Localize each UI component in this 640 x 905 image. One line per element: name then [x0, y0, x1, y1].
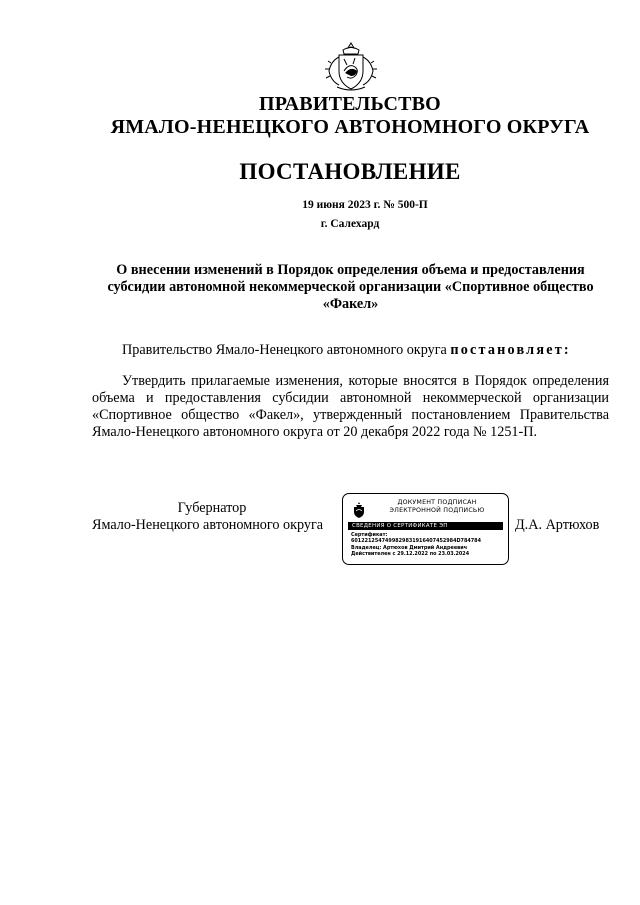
government-name-line2: ЯМАЛО-НЕНЕЦКОГО АВТОНОМНОГО ОКРУГА — [110, 116, 590, 138]
stamp-certificate-bar: СВЕДЕНИЯ О СЕРТИФИКАТЕ ЭП — [348, 522, 503, 530]
date-and-number: 19 июня 2023 г. № 500-П — [302, 199, 428, 211]
stamp-cert-number: 6012212547499829831916407452984D784784 — [351, 538, 481, 545]
decree-statement — [92, 342, 609, 359]
stamp-title-line2: ЭЛЕКТРОННОЙ ПОДПИСЬЮ — [389, 507, 485, 515]
stamp-certificate-info — [351, 532, 506, 558]
decree-verb: постановляет: — [450, 342, 571, 358]
stamp-cert-label: Сертификат: — [351, 532, 388, 538]
coat-of-arms-icon — [323, 41, 379, 93]
electronic-signature-stamp — [342, 493, 509, 565]
government-name-line1: ПРАВИТЕЛЬСТВО — [259, 93, 441, 115]
body-paragraph: Утвердить прилагаемые изменения, которые вносятся в Порядок определения объема и предоставления субсидии автономной некоммерческой организации «Спортивное общество «Факел», утвержденный постановлением Правительства Ямало-Ненецкого автономного округа от 20 декабря 2022 года № 1251-П. — [92, 373, 609, 440]
city: г. Салехард — [320, 218, 380, 230]
document-subject: О внесении изменений в Порядок определения объема и предоставления субсидии автономной некоммерческой организации «Спортивное общество «Факел» — [107, 262, 594, 312]
coat-of-arms-icon — [350, 501, 368, 519]
stamp-title — [371, 499, 503, 516]
stamp-title-line1: ДОКУМЕНТ ПОДПИСАН — [397, 499, 477, 506]
document-type: ПОСТАНОВЛЕНИЕ — [239, 159, 461, 184]
signatory-name: Д.А. Артюхов — [515, 517, 600, 533]
stamp-validity: Действителен с 29.12.2022 по 23.03.2024 — [351, 551, 470, 558]
stamp-owner: Владелец: Артюхов Дмитрий Андреевич — [351, 544, 468, 551]
signatory-region: Ямало-Ненецкого автономного округа — [92, 517, 324, 533]
decree-intro: Правительство Ямало-Ненецкого автономного округа — [122, 342, 451, 358]
signatory-title: Губернатор — [177, 500, 247, 516]
